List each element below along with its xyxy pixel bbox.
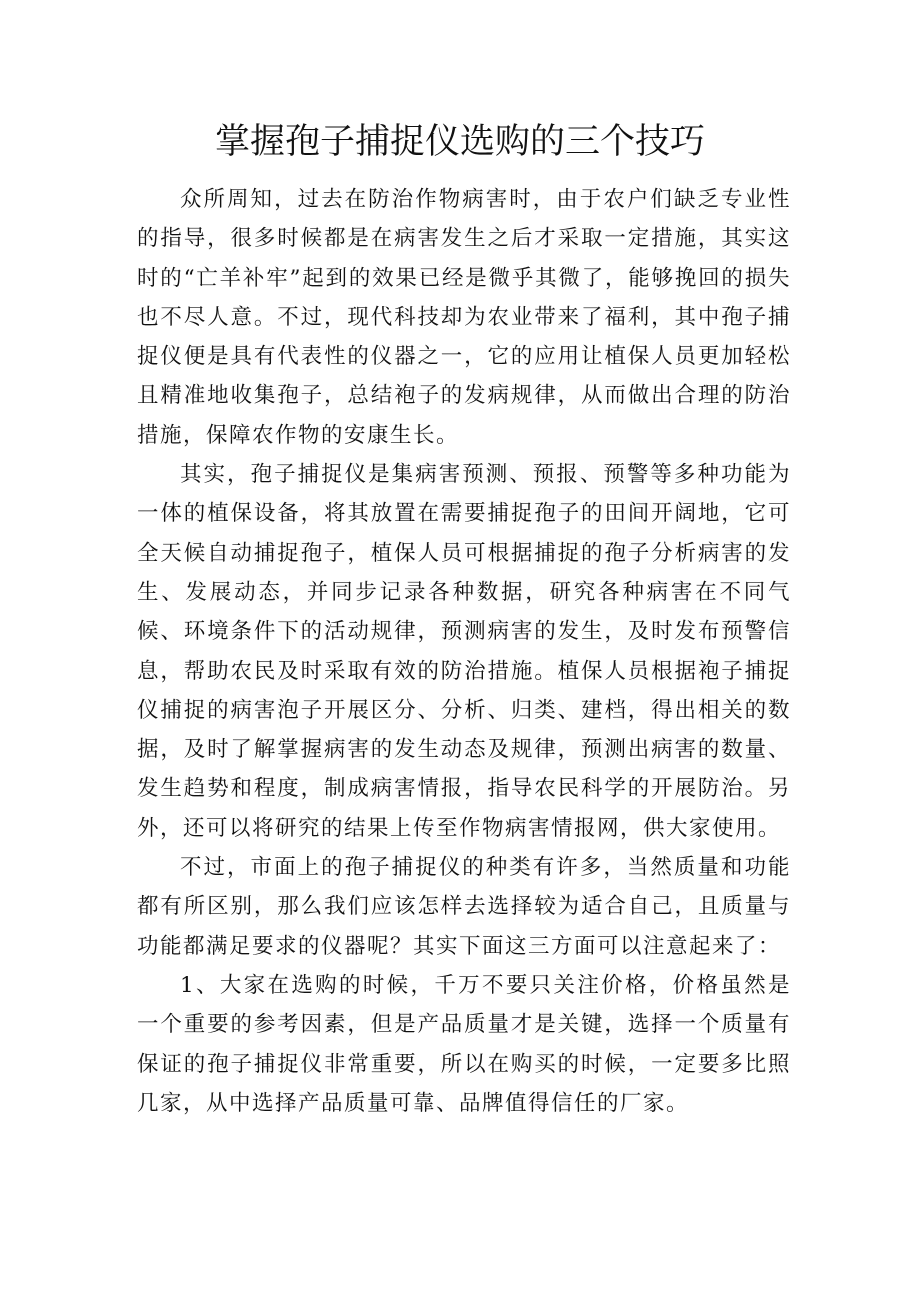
paragraph: 其实，孢子捕捉仪是集病害预测、预报、预警等多种功能为一体的植保设备，将其放置在需要捕捉孢子的田间开阔地，它可全天候自动捕捉孢子，植保人员可根据捕捉的孢子分析病害的发生、发展动态，并同步记录各种数据，研究各种病害在不同气候、环境条件下的活动规律，预测病害的发生，及时发布预警信息，帮助农民及时采取有效的防治措施。植保人员根据袍子捕捉仪捕捉的病害泡子开展区分、分析、归类、建档，得出相关的数据，及时了解掌握病害的发生动态及规律，预测出病害的数量、发生趋势和程度，制成病害情报，指导农民科学的开展防治。另外，还可以将研究的结果上传至作物病害情报网，供大家使用。 [137,462,791,841]
paragraph: 1、大家在选购的时候，千万不要只关注价格，价格虽然是一个重要的参考因素，但是产品质量才是关键，选择一个质量有保证的孢子捕捉仪非常重要，所以在购买的时候，一定要多比照几家，从中选择产品质量可靠、品牌值得信任的厂家。 [137,972,791,1116]
document-title: 掌握孢子捕捉仪选购的三个技巧 [214,122,705,162]
paragraph: 不过，市面上的孢子捕捉仪的种类有许多，当然质量和功能都有所区别，那么我们应该怎样去选择较为适合自己，且质量与功能都满足要求的仪器呢？其实下面这三方面可以注意起来了： [137,855,791,959]
paragraph: 众所周知，过去在防治作物病害时，由于农户们缺乏专业性的指导，很多时候都是在病害发生之后才采取一定措施，其实这时的“亡羊补牢”起到的效果已经是微乎其微了，能够挽回的损失也不尽人意。不过，现代科技却为农业带来了福利，其中孢子捕捉仪便是具有代表性的仪器之一，它的应用让植保人员更加轻松且精准地收集孢子，总结袍子的发病规律，从而做出合理的防治措施，保障农作物的安康生长。 [137,187,791,448]
document-body [137,180,791,1123]
